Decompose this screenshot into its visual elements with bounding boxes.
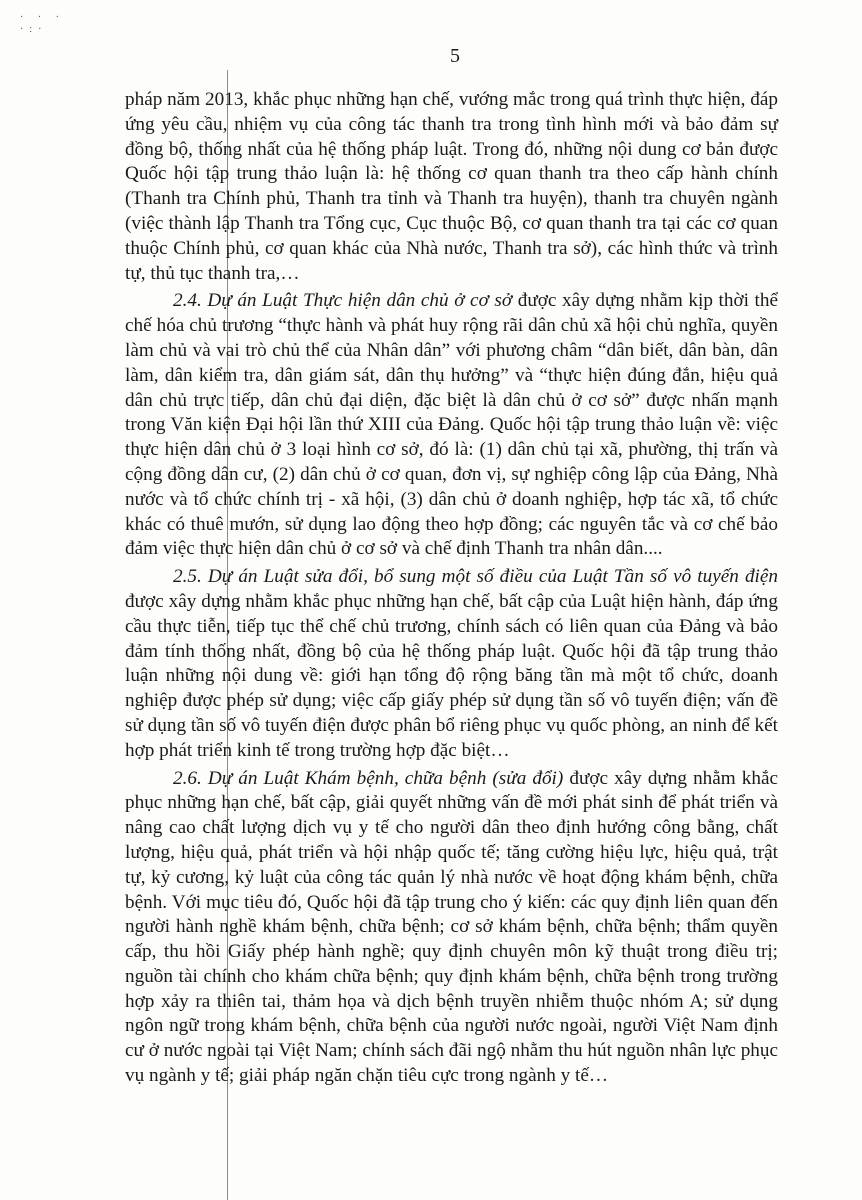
paragraph-text: được xây dựng nhằm khắc phục những hạn chế, bất cập, giải quyết những vấn đề mới phát sinh để phát triển và nâng cao chất lượng dịch vụ y tế cho người dân theo định hướng công bằng, chất lượng, hiệu quả, phát triển và hội nhập quốc tế; tăng cường hiệu lực, hiệu quả, trật tự, kỷ cương, kỷ luật của công tác quản lý nhà nước về hoạt động khám bệnh, chữa bệnh. Với mục tiêu đó, Quốc hội đã tập trung cho ý kiến: các quy định liên quan đến người hành nghề khám bệnh, chữa bệnh; cơ sở khám bệnh, chữa bệnh; thẩm quyền cấp, thu hồi Giấy phép hành nghề; quy định chuyên môn kỹ thuật trong điều trị; nguồn tài chính cho khám chữa bệnh; quy định khám bệnh, chữa bệnh trong trường hợp xảy ra thiên tai, thảm họa và dịch bệnh truyền nhiễm thuộc nhóm A; sử dụng ngôn ngữ trong khám bệnh, chữa bệnh của người nước ngoài, người Việt Nam định cư ở nước ngoài tại Việt Nam; chính sách đãi ngộ nhằm thu hút nguồn nhân lực phục vụ ngành y tế; giải pháp ngăn chặn tiêu cực trong ngành y tế… [125, 767, 778, 1087]
body-text [125, 88, 778, 1089]
section-heading: 2.6. Dự án Luật Khám bệnh, chữa bệnh (sửa đổi) [173, 767, 564, 789]
paragraph-text: được xây dựng nhằm khắc phục những hạn chế, bất cập của Luật hiện hành, đáp ứng cầu thực tiễn, tiếp tục thể chế chủ trương, chính sách có liên quan của Đảng và bảo đảm tính thống nhất, đồng bộ của hệ thống pháp luật. Quốc hội đã tập trung thảo luận những nội dung về: giới hạn tổng độ rộng băng tần mà một tổ chức, doanh nghiệp được phép sử dụng; việc cấp giấy phép sử dụng tần số vô tuyến điện; vấn đề sử dụng tần số vô tuyến điện được phân bổ riêng phục vụ quốc phòng, an ninh để kết hợp phát triển kinh tế trong trường hợp đặc biệt… [125, 590, 778, 761]
paragraph-continuation [125, 88, 778, 286]
paragraph-text: được xây dựng nhằm kịp thời thể chế hóa chủ trương “thực hành và phát huy rộng rãi dân chủ xã hội chủ nghĩa, quyền làm chủ và vai trò chủ thể của Nhân dân” với phương châm “dân biết, dân bàn, dân làm, dân kiểm tra, dân giám sát, dân thụ hưởng” và “thực hiện đúng đắn, hiệu quả dân chủ trực tiếp, dân chủ đại diện, đặc biệt là dân chủ ở cơ sở” được nhấn mạnh trong Văn kiện Đại hội lần thứ XIII của Đảng. Quốc hội tập trung thảo luận về: việc thực hiện dân chủ ở 3 loại hình cơ sở, đó là: (1) dân chủ tại xã, phường, thị trấn và cộng đồng dân cư, (2) dân chủ ở cơ quan, đơn vị, sự nghiệp công lập của Đảng, Nhà nước và tổ chức chính trị - xã hội, (3) dân chủ ở doanh nghiệp, hợp tác xã, tổ chức khác có thuê mướn, sử dụng lao động theo hợp đồng; các nguyên tắc và cơ chế bảo đảm việc thực hiện dân chủ ở cơ sở và chế định Thanh tra nhân dân.... [125, 290, 779, 560]
page-number: 5 [450, 45, 460, 67]
paragraph-text: pháp năm 2013, khắc phục những hạn chế, vướng mắc trong quá trình thực hiện, đáp ứng yêu cầu, nhiệm vụ của công tác thanh tra trong tình hình mới và bảo đảm sự đồng bộ, thống nhất của hệ thống pháp luật. Trong đó, những nội dung cơ bản được Quốc hội tập trung thảo luận là: hệ thống cơ quan thanh tra theo cấp hành chính (Thanh tra Chính phủ, Thanh tra tỉnh và Thanh tra huyện), thanh tra chuyên ngành (việc thành lập Thanh tra Tổng cục, Cục thuộc Bộ, cơ quan thanh tra tại các cơ quan thuộc Chính phủ, cơ quan khác của Nhà nước, Thanh tra sở), các hình thức và trình tự, thủ tục thanh tra,… [125, 89, 778, 284]
scan-specks: · · · ·:· [20, 12, 65, 35]
section-2-5 [125, 565, 778, 763]
section-2-6 [125, 767, 778, 1089]
section-heading: 2.5. Dự án Luật sửa đổi, bổ sung một số điều của Luật Tần số vô tuyến điện [173, 566, 778, 588]
section-heading: 2.4. Dự án Luật Thực hiện dân chủ ở cơ sở [173, 290, 513, 312]
section-2-4 [125, 289, 778, 562]
